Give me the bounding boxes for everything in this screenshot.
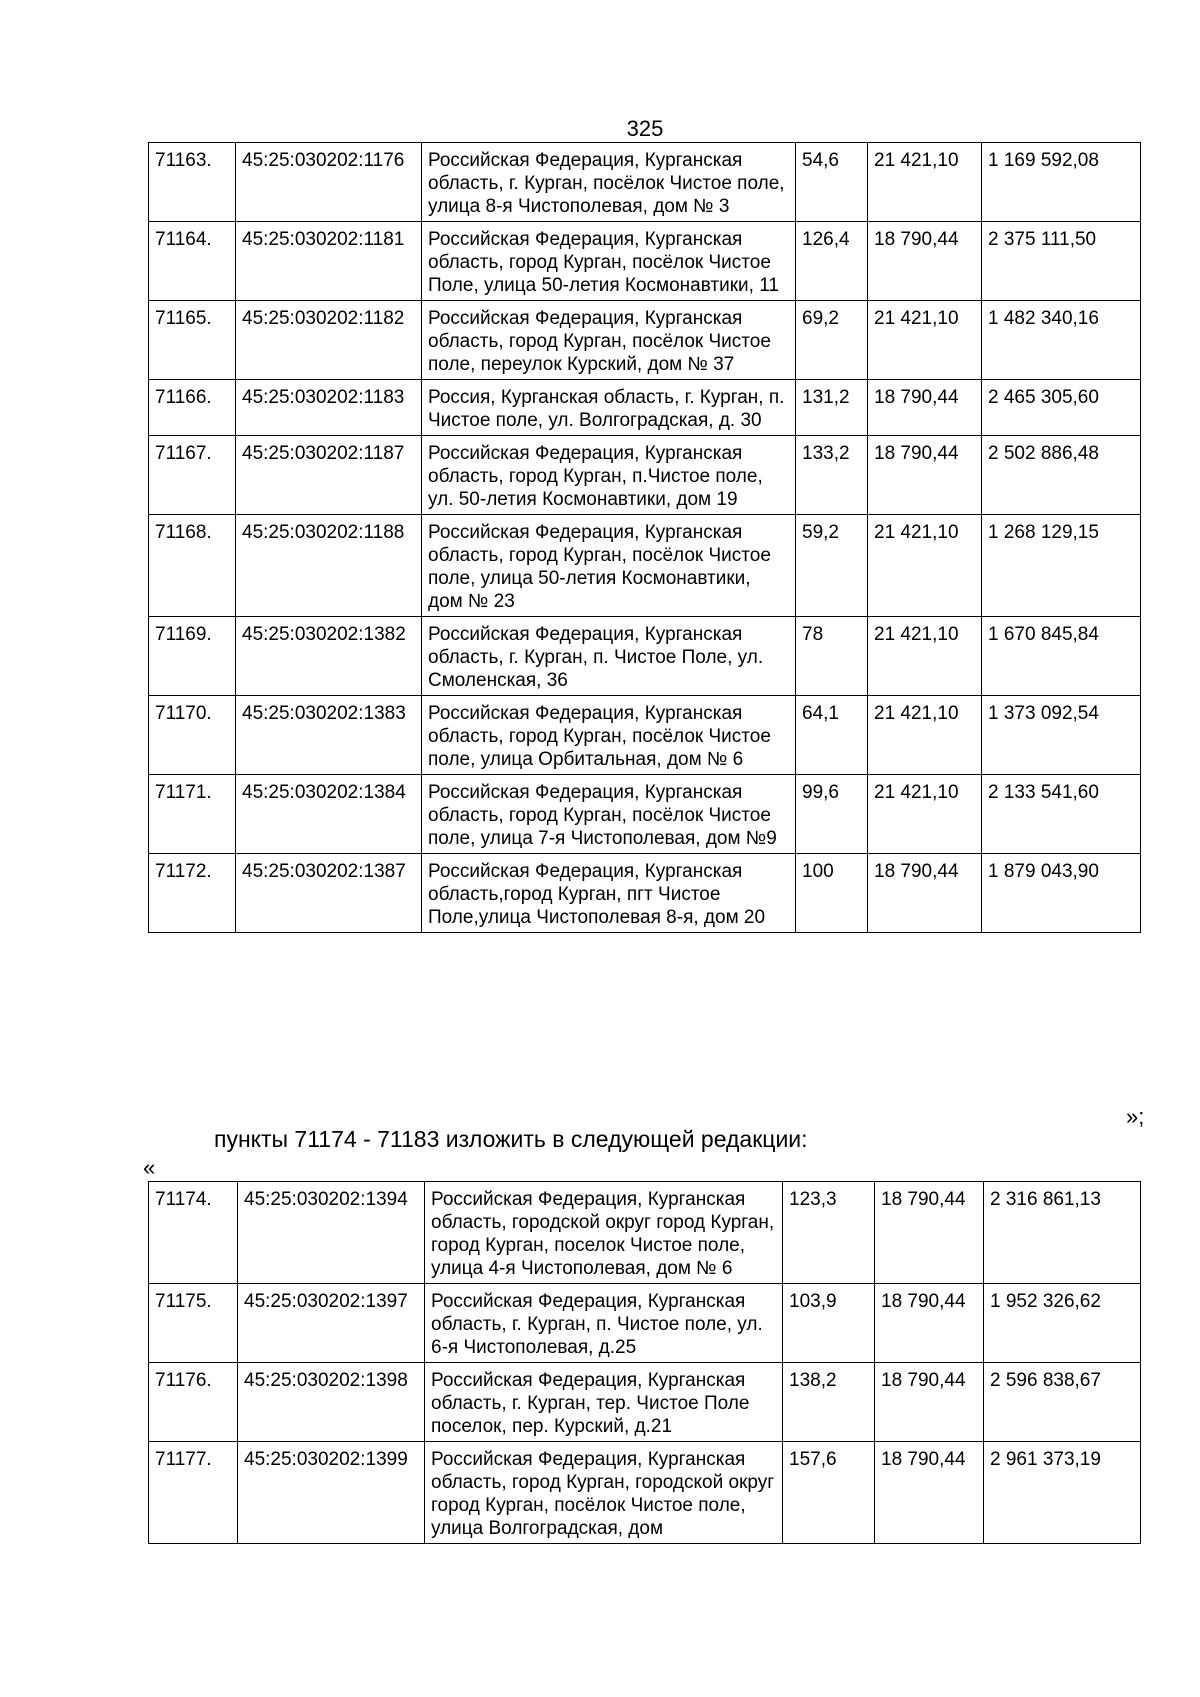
cell-address: Российская Федерация, Курганская область, город Курган, посёлок Чистое поле, улица Орбитальная, дом № 6: [422, 696, 796, 775]
cell-area: 138,2: [783, 1363, 875, 1442]
cell-cadastral-number: 45:25:030202:1188: [236, 515, 422, 617]
cell-address: Российская Федерация, Курганская область, город Курган, посёлок Чистое поле, улица 50-летия Космонавтики, дом № 23: [422, 515, 796, 617]
table-row: [149, 1363, 1141, 1442]
cell-area: 126,4: [796, 222, 868, 301]
cell-row-number: 71166.: [149, 380, 236, 436]
table-row: [149, 617, 1141, 696]
cell-price-per-unit: 18 790,44: [875, 1284, 984, 1363]
cell-price-per-unit: 21 421,10: [868, 515, 982, 617]
cell-address: Российская Федерация, Курганская область, г. Курган, п. Чистое поле, ул. 6-я Чистополевая, д.25: [425, 1284, 783, 1363]
cell-cadastral-value: 1 879 043,90: [982, 854, 1141, 933]
cell-cadastral-value: 2 316 861,13: [984, 1182, 1141, 1284]
cell-cadastral-value: 1 482 340,16: [982, 301, 1141, 380]
cell-area: 99,6: [796, 775, 868, 854]
cell-cadastral-number: 45:25:030202:1383: [236, 696, 422, 775]
cell-address: Российская Федерация, Курганская область,город Курган, пгт Чистое Поле,улица Чистополевая 8-я, дом 20: [422, 854, 796, 933]
cell-address: Российская Федерация, Курганская область, город Курган, п.Чистое поле, ул. 50-летия Космонавтики, дом 19: [422, 436, 796, 515]
cell-row-number: 71164.: [149, 222, 236, 301]
cell-row-number: 71163.: [149, 143, 236, 222]
cell-price-per-unit: 18 790,44: [868, 854, 982, 933]
cell-price-per-unit: 21 421,10: [868, 696, 982, 775]
cell-row-number: 71172.: [149, 854, 236, 933]
cell-cadastral-number: 45:25:030202:1387: [236, 854, 422, 933]
cell-price-per-unit: 18 790,44: [875, 1442, 984, 1544]
cell-address: Российская Федерация, Курганская область, город Курган, городской округ город Курган, посёлок Чистое поле, улица Волгоградская, дом: [425, 1442, 783, 1544]
cell-row-number: 71167.: [149, 436, 236, 515]
cell-address: Россия, Курганская область, г. Курган, п. Чистое поле, ул. Волгоградская, д. 30: [422, 380, 796, 436]
closing-quote: »;: [1126, 1104, 1145, 1129]
cell-price-per-unit: 18 790,44: [868, 222, 982, 301]
cell-address: Российская Федерация, Курганская область, городской округ город Курган, город Курган, поселок Чистое поле, улица 4-я Чистополевая, дом № 6: [425, 1182, 783, 1284]
cell-area: 103,9: [783, 1284, 875, 1363]
cell-area: 100: [796, 854, 868, 933]
cell-address: Российская Федерация, Курганская область, г. Курган, тер. Чистое Поле поселок, пер. Курский, д.21: [425, 1363, 783, 1442]
cell-area: 123,3: [783, 1182, 875, 1284]
opening-quote: «: [143, 1155, 156, 1180]
cell-price-per-unit: 18 790,44: [868, 436, 982, 515]
cell-cadastral-number: 45:25:030202:1187: [236, 436, 422, 515]
cell-price-per-unit: 18 790,44: [875, 1182, 984, 1284]
table-row: [149, 222, 1141, 301]
cell-row-number: 71168.: [149, 515, 236, 617]
property-table-1: [148, 142, 1141, 933]
table-row: [149, 1284, 1141, 1363]
cell-cadastral-value: 2 465 305,60: [982, 380, 1141, 436]
cell-address: Российская Федерация, Курганская область, г. Курган, посёлок Чистое поле, улица 8-я Чистополевая, дом № 3: [422, 143, 796, 222]
cell-cadastral-number: 45:25:030202:1176: [236, 143, 422, 222]
property-table-2: [148, 1181, 1141, 1544]
cell-row-number: 71169.: [149, 617, 236, 696]
cell-cadastral-value: 1 268 129,15: [982, 515, 1141, 617]
cell-price-per-unit: 21 421,10: [868, 775, 982, 854]
cell-cadastral-value: 2 596 838,67: [984, 1363, 1141, 1442]
cell-address: Российская Федерация, Курганская область, город Курган, посёлок Чистое поле, улица 7-я Чистополевая, дом №9: [422, 775, 796, 854]
cell-cadastral-number: 45:25:030202:1397: [238, 1284, 425, 1363]
cell-row-number: 71174.: [149, 1182, 238, 1284]
cell-cadastral-number: 45:25:030202:1384: [236, 775, 422, 854]
cell-cadastral-number: 45:25:030202:1399: [238, 1442, 425, 1544]
cell-row-number: 71176.: [149, 1363, 238, 1442]
table-row: [149, 1442, 1141, 1544]
cell-address: Российская Федерация, Курганская область, г. Курган, п. Чистое Поле, ул. Смоленская, 36: [422, 617, 796, 696]
cell-area: 131,2: [796, 380, 868, 436]
table-row: [149, 143, 1141, 222]
cell-area: 54,6: [796, 143, 868, 222]
cell-price-per-unit: 18 790,44: [875, 1363, 984, 1442]
cell-cadastral-value: 2 375 111,50: [982, 222, 1141, 301]
table-row: [149, 380, 1141, 436]
table-row: [149, 301, 1141, 380]
cell-area: 78: [796, 617, 868, 696]
table-row: [149, 515, 1141, 617]
cell-cadastral-number: 45:25:030202:1382: [236, 617, 422, 696]
cell-address: Российская Федерация, Курганская область, город Курган, посёлок Чистое поле, переулок Курский, дом № 37: [422, 301, 796, 380]
cell-cadastral-number: 45:25:030202:1398: [238, 1363, 425, 1442]
cell-row-number: 71171.: [149, 775, 236, 854]
cell-price-per-unit: 21 421,10: [868, 143, 982, 222]
table-row: [149, 436, 1141, 515]
cell-row-number: 71175.: [149, 1284, 238, 1363]
cell-cadastral-number: 45:25:030202:1394: [238, 1182, 425, 1284]
cell-cadastral-value: 2 961 373,19: [984, 1442, 1141, 1544]
cell-price-per-unit: 18 790,44: [868, 380, 982, 436]
cell-area: 59,2: [796, 515, 868, 617]
cell-cadastral-number: 45:25:030202:1183: [236, 380, 422, 436]
cell-cadastral-value: 2 133 541,60: [982, 775, 1141, 854]
cell-area: 69,2: [796, 301, 868, 380]
cell-cadastral-value: 1 373 092,54: [982, 696, 1141, 775]
page-number: 325: [626, 116, 664, 141]
cell-price-per-unit: 21 421,10: [868, 301, 982, 380]
cell-cadastral-value: 2 502 886,48: [982, 436, 1141, 515]
table-row: [149, 854, 1141, 933]
cell-cadastral-number: 45:25:030202:1181: [236, 222, 422, 301]
cell-cadastral-number: 45:25:030202:1182: [236, 301, 422, 380]
cell-area: 157,6: [783, 1442, 875, 1544]
table-row: [149, 696, 1141, 775]
cell-row-number: 71165.: [149, 301, 236, 380]
cell-area: 133,2: [796, 436, 868, 515]
table-row: [149, 775, 1141, 854]
cell-cadastral-value: 1 670 845,84: [982, 617, 1141, 696]
cell-row-number: 71177.: [149, 1442, 238, 1544]
cell-area: 64,1: [796, 696, 868, 775]
cell-price-per-unit: 21 421,10: [868, 617, 982, 696]
table-row: [149, 1182, 1141, 1284]
cell-row-number: 71170.: [149, 696, 236, 775]
cell-cadastral-value: 1 952 326,62: [984, 1284, 1141, 1363]
cell-address: Российская Федерация, Курганская область, город Курган, посёлок Чистое Поле, улица 50-летия Космонавтики, 11: [422, 222, 796, 301]
cell-cadastral-value: 1 169 592,08: [982, 143, 1141, 222]
instruction-text: пункты 71174 - 71183 изложить в следующей редакции:: [214, 1126, 808, 1152]
